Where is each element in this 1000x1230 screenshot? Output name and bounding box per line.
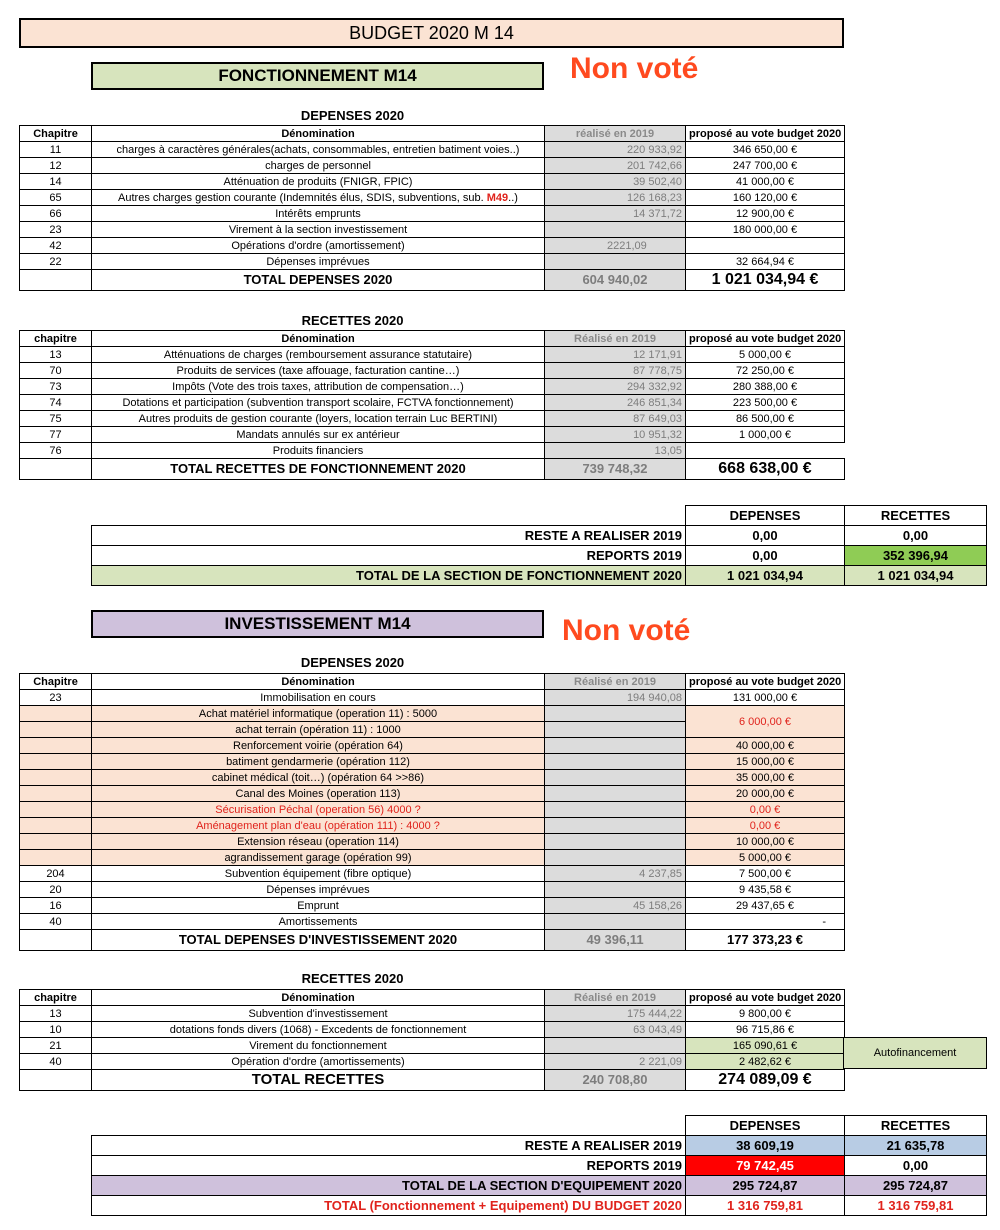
propose-cell: 346 650,00 €	[686, 142, 845, 158]
col-header-realise: Réalisé en 2019	[545, 674, 686, 690]
summary-recettes: 0,00	[845, 1156, 987, 1176]
chapitre-cell: 12	[20, 158, 92, 174]
realise-cell: 10 951,32	[545, 427, 686, 443]
propose-cell: 0,00 €	[686, 802, 845, 818]
denomination-cell: Amortissements	[92, 914, 545, 930]
summary-header-row	[92, 1116, 987, 1136]
total-propose: 668 638,00 €	[686, 459, 845, 480]
total-label: TOTAL DEPENSES D'INVESTISSEMENT 2020	[92, 930, 545, 951]
realise-cell: 39 502,40	[545, 174, 686, 190]
table-row	[20, 158, 845, 174]
summary-total-row	[92, 1176, 987, 1196]
col-header-denomination: Dénomination	[92, 990, 545, 1006]
realise-cell: 45 158,26	[545, 898, 686, 914]
propose-cell: 40 000,00 €	[686, 738, 845, 754]
propose-cell: 1 000,00 €	[686, 427, 845, 443]
col-header-propose: proposé au vote budget 2020	[686, 990, 845, 1006]
chapitre-cell: 11	[20, 142, 92, 158]
autofinancement-note: Autofinancement	[843, 1037, 987, 1069]
col-header-recettes: RECETTES	[845, 1116, 987, 1136]
denomination-cell: Opération d'ordre (amortissements)	[92, 1054, 545, 1070]
realise-cell: 63 043,49	[545, 1022, 686, 1038]
table-row	[20, 914, 845, 930]
denomination-cell: Autres produits de gestion courante (loyers, location terrain Luc BERTINI)	[92, 411, 545, 427]
propose-cell: 20 000,00 €	[686, 786, 845, 802]
investissement-title: INVESTISSEMENT M14	[91, 610, 544, 638]
invest-recettes-table	[19, 989, 845, 1091]
col-header-denomination: Dénomination	[92, 331, 545, 347]
table-row	[20, 1022, 845, 1038]
chapitre-cell: 23	[20, 222, 92, 238]
realise-cell	[545, 818, 686, 834]
chapitre-cell: 204	[20, 866, 92, 882]
table-row	[20, 190, 845, 206]
denomination-suffix: ..)	[508, 191, 518, 204]
col-header-recettes: RECETTES	[845, 506, 987, 526]
propose-cell	[686, 238, 845, 254]
denomination-cell	[92, 190, 545, 206]
fonct-depenses-table	[19, 125, 845, 291]
propose-cell: 86 500,00 €	[686, 411, 845, 427]
realise-cell	[545, 802, 686, 818]
col-header-depenses: DEPENSES	[686, 506, 845, 526]
denomination-cell: charges de personnel	[92, 158, 545, 174]
table-row	[20, 427, 845, 443]
empty-cell	[20, 459, 92, 480]
propose-cell: -	[686, 914, 845, 930]
chapitre-cell: 22	[20, 254, 92, 270]
chapitre-cell	[20, 834, 92, 850]
denomination-cell: Canal des Moines (operation 113)	[92, 786, 545, 802]
summary-depenses: 1 316 759,81	[686, 1196, 845, 1216]
propose-cell: 29 437,65 €	[686, 898, 845, 914]
realise-cell	[545, 1038, 686, 1054]
denomination-cell: Renforcement voirie (opération 64)	[92, 738, 545, 754]
empty-cell	[20, 270, 92, 291]
denomination-text: Autres charges gestion courante (Indemnités élus, SDIS, subventions, sub.	[118, 191, 484, 204]
col-header-denomination: Dénomination	[92, 674, 545, 690]
realise-cell: 194 940,08	[545, 690, 686, 706]
denomination-cell: achat terrain (opération 11) : 1000	[92, 722, 545, 738]
summary-label: RESTE A REALISER 2019	[92, 1136, 686, 1156]
realise-cell: 2221,09	[545, 238, 686, 254]
col-header-propose: proposé au vote budget 2020	[686, 674, 845, 690]
denomination-cell: Atténuation de produits (FNIGR, FPIC)	[92, 174, 545, 190]
realise-cell	[545, 754, 686, 770]
col-header-chapitre: chapitre	[20, 331, 92, 347]
table-row	[20, 690, 845, 706]
total-realise: 604 940,02	[545, 270, 686, 291]
table-row	[20, 206, 845, 222]
table-row	[20, 443, 845, 459]
summary-label: REPORTS 2019	[92, 1156, 686, 1176]
total-row	[20, 1070, 845, 1091]
summary-recettes: 1 021 034,94	[845, 566, 987, 586]
denomination-cell: Virement à la section investissement	[92, 222, 545, 238]
fonct-recettes-table	[19, 330, 845, 480]
denomination-cell: Impôts (Vote des trois taxes, attribution de compensation…)	[92, 379, 545, 395]
summary-depenses: 38 609,19	[686, 1136, 845, 1156]
propose-cell: 15 000,00 €	[686, 754, 845, 770]
denomination-cell: charges à caractères générales(achats, consommables, entretien batiment voies..)	[92, 142, 545, 158]
table-row	[20, 738, 845, 754]
realise-cell: 2 221,09	[545, 1054, 686, 1070]
table-row	[20, 238, 845, 254]
col-header-realise: Réalisé en 2019	[545, 990, 686, 1006]
chapitre-cell: 13	[20, 347, 92, 363]
realise-cell	[545, 706, 686, 722]
total-label: TOTAL RECETTES DE FONCTIONNEMENT 2020	[92, 459, 545, 480]
total-label: TOTAL DEPENSES 2020	[92, 270, 545, 291]
chapitre-cell	[20, 738, 92, 754]
chapitre-cell: 76	[20, 443, 92, 459]
empty-cell	[92, 1116, 686, 1136]
realise-cell: 294 332,92	[545, 379, 686, 395]
table-row	[20, 850, 845, 866]
propose-cell: 9 435,58 €	[686, 882, 845, 898]
m49-highlight: M49	[486, 191, 509, 204]
summary-depenses: 0,00	[686, 526, 845, 546]
total-propose: 1 021 034,94 €	[686, 270, 845, 291]
propose-cell: 6 000,00 €	[686, 706, 845, 738]
propose-cell: 280 388,00 €	[686, 379, 845, 395]
summary-recettes: 21 635,78	[845, 1136, 987, 1156]
fonct-recettes-subtitle: RECETTES 2020	[301, 313, 404, 328]
propose-cell: 180 000,00 €	[686, 222, 845, 238]
denomination-cell: cabinet médical (toit…) (opération 64 >>86)	[92, 770, 545, 786]
denomination-cell: Emprunt	[92, 898, 545, 914]
chapitre-cell: 66	[20, 206, 92, 222]
denomination-cell: Subvention équipement (fibre optique)	[92, 866, 545, 882]
budget-total-row	[92, 1196, 987, 1216]
realise-cell: 12 171,91	[545, 347, 686, 363]
summary-depenses: 295 724,87	[686, 1176, 845, 1196]
chapitre-cell: 40	[20, 1054, 92, 1070]
chapitre-cell: 40	[20, 914, 92, 930]
denomination-cell: Dépenses imprévues	[92, 882, 545, 898]
summary-header-row	[92, 506, 987, 526]
propose-cell	[686, 443, 845, 459]
realise-cell	[545, 914, 686, 930]
chapitre-cell	[20, 770, 92, 786]
denomination-cell: Dotations et participation (subvention transport scolaire, FCTVA fonctionnement)	[92, 395, 545, 411]
table-row	[20, 882, 845, 898]
propose-cell: 35 000,00 €	[686, 770, 845, 786]
realise-cell: 220 933,92	[545, 142, 686, 158]
summary-recettes: 0,00	[845, 526, 987, 546]
chapitre-cell: 73	[20, 379, 92, 395]
summary-depenses: 0,00	[686, 546, 845, 566]
realise-cell: 175 444,22	[545, 1006, 686, 1022]
denomination-cell: Opérations d'ordre (amortissement)	[92, 238, 545, 254]
realise-cell: 4 237,85	[545, 866, 686, 882]
denomination-cell: Dépenses imprévues	[92, 254, 545, 270]
chapitre-cell	[20, 754, 92, 770]
chapitre-cell: 42	[20, 238, 92, 254]
denomination-cell: agrandissement garage (opération 99)	[92, 850, 545, 866]
total-realise: 240 708,80	[545, 1070, 686, 1091]
propose-cell: 9 800,00 €	[686, 1006, 845, 1022]
summary-label: TOTAL (Fonctionnement + Equipement) DU BUDGET 2020	[92, 1196, 686, 1216]
realise-cell: 14 371,72	[545, 206, 686, 222]
propose-cell: 7 500,00 €	[686, 866, 845, 882]
col-header-propose: proposé au vote budget 2020	[686, 126, 845, 142]
denomination-cell: Intérêts emprunts	[92, 206, 545, 222]
non-vote-label-investissement: Non voté	[562, 614, 691, 647]
page-title: BUDGET 2020 M 14	[19, 18, 844, 48]
propose-cell: 0,00 €	[686, 818, 845, 834]
summary-total-row	[92, 566, 987, 586]
propose-cell: 12 900,00 €	[686, 206, 845, 222]
denomination-cell: Subvention d'investissement	[92, 1006, 545, 1022]
denomination-cell: dotations fonds divers (1068) - Excedents de fonctionnement	[92, 1022, 545, 1038]
propose-cell: 5 000,00 €	[686, 850, 845, 866]
table-header-row	[20, 990, 845, 1006]
realise-cell: 13,05	[545, 443, 686, 459]
denomination-cell: batiment gendarmerie (opération 112)	[92, 754, 545, 770]
invest-summary-table	[91, 1115, 987, 1216]
empty-cell	[20, 1070, 92, 1091]
summary-row	[92, 546, 987, 566]
table-row	[20, 347, 845, 363]
table-row	[20, 222, 845, 238]
chapitre-cell: 13	[20, 1006, 92, 1022]
summary-label: TOTAL DE LA SECTION DE FONCTIONNEMENT 2020	[92, 566, 686, 586]
propose-cell: 223 500,00 €	[686, 395, 845, 411]
table-row	[20, 834, 845, 850]
propose-cell: 160 120,00 €	[686, 190, 845, 206]
col-header-denomination: Dénomination	[92, 126, 545, 142]
chapitre-cell: 70	[20, 363, 92, 379]
chapitre-cell: 16	[20, 898, 92, 914]
realise-cell	[545, 722, 686, 738]
chapitre-cell	[20, 818, 92, 834]
propose-cell: 32 664,94 €	[686, 254, 845, 270]
summary-row	[92, 526, 987, 546]
table-row	[20, 706, 845, 722]
col-header-chapitre: chapitre	[20, 990, 92, 1006]
chapitre-cell: 77	[20, 427, 92, 443]
propose-cell: 10 000,00 €	[686, 834, 845, 850]
realise-cell: 246 851,34	[545, 395, 686, 411]
chapitre-cell: 23	[20, 690, 92, 706]
total-row	[20, 930, 845, 951]
chapitre-cell	[20, 850, 92, 866]
fonct-depenses-subtitle: DEPENSES 2020	[300, 108, 405, 123]
denomination-cell: Mandats annulés sur ex antérieur	[92, 427, 545, 443]
table-row	[20, 898, 845, 914]
realise-cell: 126 168,23	[545, 190, 686, 206]
propose-cell: 247 700,00 €	[686, 158, 845, 174]
empty-cell	[92, 506, 686, 526]
chapitre-cell: 21	[20, 1038, 92, 1054]
chapitre-cell: 20	[20, 882, 92, 898]
col-header-chapitre: Chapitre	[20, 674, 92, 690]
chapitre-cell	[20, 802, 92, 818]
denomination-cell: Sécurisation Péchal (operation 56) 4000 ?	[92, 802, 545, 818]
propose-cell: 96 715,86 €	[686, 1022, 845, 1038]
realise-cell	[545, 770, 686, 786]
chapitre-cell	[20, 722, 92, 738]
propose-cell: 131 000,00 €	[686, 690, 845, 706]
chapitre-cell	[20, 706, 92, 722]
table-header-row	[20, 126, 845, 142]
summary-row	[92, 1136, 987, 1156]
col-header-propose: proposé au vote budget 2020	[686, 331, 845, 347]
fonct-summary-table	[91, 505, 987, 586]
denomination-cell: Atténuations de charges (remboursement assurance statutaire)	[92, 347, 545, 363]
realise-cell	[545, 882, 686, 898]
table-row	[20, 770, 845, 786]
realise-cell	[545, 786, 686, 802]
summary-label: RESTE A REALISER 2019	[92, 526, 686, 546]
summary-depenses: 1 021 034,94	[686, 566, 845, 586]
summary-recettes: 352 396,94	[845, 546, 987, 566]
chapitre-cell: 65	[20, 190, 92, 206]
total-propose: 177 373,23 €	[686, 930, 845, 951]
col-header-realise: Réalisé en 2019	[545, 331, 686, 347]
table-row	[20, 1038, 845, 1054]
realise-cell: 87 649,03	[545, 411, 686, 427]
invest-depenses-subtitle: DEPENSES 2020	[300, 655, 405, 670]
invest-depenses-table	[19, 673, 845, 951]
summary-recettes: 1 316 759,81	[845, 1196, 987, 1216]
propose-cell: 72 250,00 €	[686, 363, 845, 379]
total-row	[20, 459, 845, 480]
table-row	[20, 142, 845, 158]
table-header-row	[20, 674, 845, 690]
empty-cell	[20, 930, 92, 951]
total-realise: 49 396,11	[545, 930, 686, 951]
total-label: TOTAL RECETTES	[92, 1070, 545, 1091]
col-header-chapitre: Chapitre	[20, 126, 92, 142]
realise-cell	[545, 850, 686, 866]
propose-cell: 2 482,62 €	[686, 1054, 845, 1070]
fonctionnement-title: FONCTIONNEMENT M14	[91, 62, 544, 90]
table-row	[20, 818, 845, 834]
col-header-realise: réalisé en 2019	[545, 126, 686, 142]
chapitre-cell: 14	[20, 174, 92, 190]
summary-row	[92, 1156, 987, 1176]
denomination-cell: Virement du fonctionnement	[92, 1038, 545, 1054]
table-row	[20, 411, 845, 427]
table-row	[20, 379, 845, 395]
table-row	[20, 174, 845, 190]
table-row	[20, 254, 845, 270]
table-row	[20, 395, 845, 411]
realise-cell	[545, 254, 686, 270]
denomination-cell: Produits financiers	[92, 443, 545, 459]
propose-cell: 165 090,61 €	[686, 1038, 845, 1054]
invest-recettes-subtitle: RECETTES 2020	[301, 971, 404, 986]
denomination-cell: Extension réseau (operation 114)	[92, 834, 545, 850]
summary-recettes: 295 724,87	[845, 1176, 987, 1196]
summary-label: TOTAL DE LA SECTION D'EQUIPEMENT 2020	[92, 1176, 686, 1196]
realise-cell	[545, 738, 686, 754]
chapitre-cell: 10	[20, 1022, 92, 1038]
table-row	[20, 754, 845, 770]
propose-cell: 5 000,00 €	[686, 347, 845, 363]
chapitre-cell: 75	[20, 411, 92, 427]
total-row	[20, 270, 845, 291]
realise-cell: 87 778,75	[545, 363, 686, 379]
denomination-cell: Aménagement plan d'eau (opération 111) : 4000 ?	[92, 818, 545, 834]
propose-cell: 41 000,00 €	[686, 174, 845, 190]
col-header-depenses: DEPENSES	[686, 1116, 845, 1136]
realise-cell	[545, 834, 686, 850]
summary-label: REPORTS 2019	[92, 546, 686, 566]
denomination-cell: Produits de services (taxe affouage, facturation cantine…)	[92, 363, 545, 379]
realise-cell	[545, 222, 686, 238]
table-row	[20, 1054, 845, 1070]
summary-depenses: 79 742,45	[686, 1156, 845, 1176]
table-row	[20, 1006, 845, 1022]
total-realise: 739 748,32	[545, 459, 686, 480]
denomination-cell: Achat matériel informatique (operation 11) : 5000	[92, 706, 545, 722]
table-row	[20, 786, 845, 802]
table-row	[20, 866, 845, 882]
table-row	[20, 802, 845, 818]
chapitre-cell: 74	[20, 395, 92, 411]
chapitre-cell	[20, 786, 92, 802]
denomination-cell: Immobilisation en cours	[92, 690, 545, 706]
realise-cell: 201 742,66	[545, 158, 686, 174]
table-row	[20, 363, 845, 379]
non-vote-label-fonctionnement: Non voté	[570, 52, 699, 85]
table-header-row	[20, 331, 845, 347]
total-propose: 274 089,09 €	[686, 1070, 845, 1091]
